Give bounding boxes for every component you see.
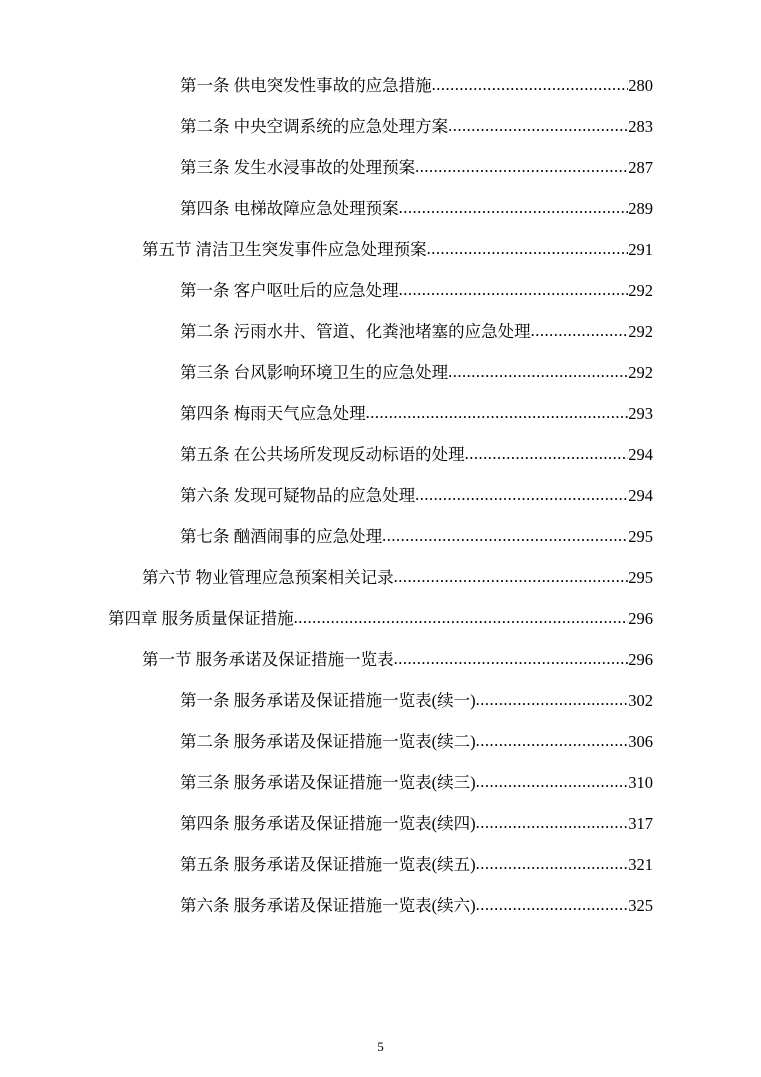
toc-leader-dots	[448, 365, 628, 382]
toc-entry-page: 291	[628, 240, 653, 259]
toc-entry-page: 289	[628, 199, 653, 218]
toc-entry[interactable]	[108, 324, 653, 365]
toc-entry-page: 295	[628, 568, 653, 587]
toc-leader-dots	[531, 324, 629, 341]
toc-leader-dots	[399, 283, 629, 300]
toc-leader-dots	[394, 652, 629, 669]
toc-entry-title: 第二条 污雨水井、管道、化粪池堵塞的应急处理	[180, 322, 531, 341]
toc-entry-page: 280	[628, 76, 653, 95]
toc-leader-dots	[366, 406, 629, 423]
toc-entry-title: 第五节 清洁卫生突发事件应急处理预案	[142, 240, 427, 259]
toc-entry-title: 第一节 服务承诺及保证措施一览表	[142, 650, 394, 669]
toc-entry-page: 317	[628, 814, 653, 833]
toc-entry-title: 第二条 中央空调系统的应急处理方案	[180, 117, 449, 136]
toc-entry-page: 287	[628, 158, 653, 177]
toc-leader-dots	[415, 488, 628, 505]
page-number: 5	[377, 1039, 384, 1054]
toc-entry-page: 292	[628, 322, 653, 341]
toc-entry-page: 296	[628, 609, 653, 628]
toc-entry-title: 第六条 发现可疑物品的应急处理	[180, 486, 416, 505]
toc-entry-page: 293	[628, 404, 653, 423]
toc-leader-dots	[432, 78, 629, 95]
toc-leader-dots	[415, 160, 628, 177]
toc-entry[interactable]	[108, 898, 653, 939]
toc-entry[interactable]	[108, 857, 653, 898]
toc-entry-title: 第二条 服务承诺及保证措施一览表(续二)	[180, 732, 476, 751]
toc-entry-title: 第三条 台风影响环境卫生的应急处理	[180, 363, 449, 382]
toc-leader-dots	[399, 201, 629, 218]
toc-entry-page: 283	[628, 117, 653, 136]
toc-entry[interactable]	[108, 201, 653, 242]
toc-leader-dots	[476, 775, 629, 792]
toc-leader-dots	[294, 611, 629, 628]
toc-entry-title: 第七条 酗酒闹事的应急处理	[180, 527, 383, 546]
toc-entry-title: 第四条 服务承诺及保证措施一览表(续四)	[180, 814, 476, 833]
toc-leader-dots	[476, 898, 629, 915]
toc-entry[interactable]	[108, 160, 653, 201]
toc-entry[interactable]	[108, 447, 653, 488]
toc-entry[interactable]	[108, 78, 653, 119]
toc-entry[interactable]	[108, 406, 653, 447]
toc-leader-dots	[476, 693, 629, 710]
toc-entry[interactable]	[108, 693, 653, 734]
toc-entry-title: 第六节 物业管理应急预案相关记录	[142, 568, 394, 587]
toc-entry[interactable]	[108, 734, 653, 775]
toc-entry-title: 第一条 客户呕吐后的应急处理	[180, 281, 399, 300]
toc-entry-page: 306	[628, 732, 653, 751]
toc-entry[interactable]	[108, 119, 653, 160]
toc-entry-page: 292	[628, 281, 653, 300]
toc-entry-title: 第一条 供电突发性事故的应急措施	[180, 76, 432, 95]
toc-entry-page: 292	[628, 363, 653, 382]
toc-entry-page: 325	[628, 896, 653, 915]
toc-leader-dots	[476, 816, 629, 833]
toc-entry-page: 296	[628, 650, 653, 669]
toc-entry[interactable]	[108, 242, 653, 283]
toc-leader-dots	[476, 857, 629, 874]
toc-entry-title: 第三条 服务承诺及保证措施一览表(续三)	[180, 773, 476, 792]
toc-entry[interactable]	[108, 529, 653, 570]
toc-entry-page: 295	[628, 527, 653, 546]
toc-entry-title: 第一条 服务承诺及保证措施一览表(续一)	[180, 691, 476, 710]
toc-leader-dots	[394, 570, 629, 587]
toc-entry-title: 第六条 服务承诺及保证措施一览表(续六)	[180, 896, 476, 915]
toc-leader-dots	[448, 119, 628, 136]
toc-entry-title: 第五条 服务承诺及保证措施一览表(续五)	[180, 855, 476, 874]
toc-leader-dots	[465, 447, 629, 464]
toc-entry-page: 310	[628, 773, 653, 792]
toc-leader-dots	[382, 529, 628, 546]
toc-entry-page: 302	[628, 691, 653, 710]
toc-entry[interactable]	[108, 816, 653, 857]
toc-entry[interactable]	[108, 365, 653, 406]
toc-entry[interactable]	[108, 611, 653, 652]
toc-entry-page: 321	[628, 855, 653, 874]
toc-entry[interactable]	[108, 570, 653, 611]
toc-entry-page: 294	[628, 445, 653, 464]
toc-leader-dots	[427, 242, 629, 259]
toc-entry[interactable]	[108, 488, 653, 529]
toc-entry[interactable]	[108, 283, 653, 324]
toc-entry-title: 第四章 服务质量保证措施	[108, 609, 294, 628]
toc-entry-title: 第五条 在公共场所发现反动标语的处理	[180, 445, 465, 464]
toc-entry-title: 第三条 发生水浸事故的处理预案	[180, 158, 416, 177]
toc-entry-title: 第四条 梅雨天气应急处理	[180, 404, 366, 423]
toc-entry[interactable]	[108, 652, 653, 693]
toc-leader-dots	[476, 734, 629, 751]
table-of-contents	[0, 78, 761, 939]
toc-entry-title: 第四条 电梯故障应急处理预案	[180, 199, 399, 218]
toc-entry[interactable]	[108, 775, 653, 816]
toc-entry-page: 294	[628, 486, 653, 505]
